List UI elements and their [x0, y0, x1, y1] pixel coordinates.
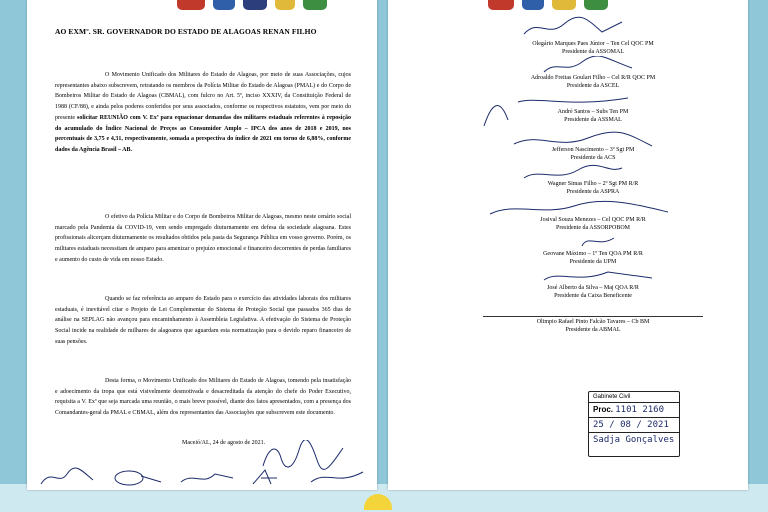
signatory-role: Presidente da ACS — [570, 155, 616, 161]
handwritten-signature-icon — [518, 16, 628, 40]
paragraph-4-text: Desta forma, o Movimento Unificado dos Militares do Estado de Alagoas, tomendo pela insatisfação e adoecimento da tropa que está visivelmente desmotivada e desacreditada da atenção do chefe do Poder Executivo, requisita a V. Exª que seja marcada uma reunião, o mais breve possível, diante dos fatos apresentados, com a presença dos Comandantes-geral da PMAL e CBMAL, além dos representantes das Associações que subscrevem este documento. — [55, 378, 351, 417]
paragraph-1-bold: solicitar REUNIÃO com V. Exª para equacionar demandas dos militares estaduais referentes à reposição do acumulado do Índice Nacional de Preços ao Consumidor Amplo – IPCA dos anos de 2018 e 2019, nos percentuais de 3,75 e 4,31, respectivamente, somada a perspectiva do índice de 2021 em torno de 6,88%, conforme dados da Agência Brasil – AB. — [55, 114, 351, 153]
protocol-stamp — [588, 391, 680, 457]
signatory-block — [478, 108, 708, 124]
handwritten-signature-icon — [177, 468, 237, 488]
signatory-name: Olimpio Rafael Pinto Falcão Tavares – Cb BM — [536, 319, 650, 325]
handwritten-signature-icon — [247, 466, 287, 488]
letterhead-logos — [177, 0, 327, 11]
stamp-proc-row — [589, 402, 679, 417]
signatory-block — [478, 284, 708, 300]
signatory-role: Presidente da ASSMAL — [564, 117, 622, 123]
handwritten-signature-icon — [105, 466, 165, 488]
signatory-name: José Alberto da Silva – Maj QOA R/R — [547, 285, 639, 291]
document-page-1 — [27, 0, 377, 490]
stamp-date: 25 / 08 / 2021 — [593, 420, 669, 430]
signatory-name: Olegário Marques Paes Júnior – Ten Cel QOC PM — [532, 41, 654, 47]
signatory-block — [478, 318, 708, 334]
signatory-role: Presidente da UPM — [569, 259, 617, 265]
signatory-role: Presidente da ASCEL — [566, 83, 620, 89]
signatory-block — [478, 180, 708, 196]
signatory-role: Presidente da ASPRA — [566, 189, 620, 195]
handwritten-signature-icon — [307, 466, 367, 488]
signatory-name: Wagner Simas Filho – 2º Sgt PM R/R — [547, 181, 639, 187]
signatory-block — [478, 74, 708, 90]
association-logo-icon — [177, 0, 205, 10]
paragraph-2-text: O efetivo da Polícia Militar e do Corpo de Bombeiros Militar de Alagoas, mesmo neste cenário social marcado pela Pandemia da COVID-19, vem sendo empregado diuturnamente em defesa da sociedade alagoana. Estes profissionais alicerçam diuturnamente os resultados obtidos pela pasta da Segurança Pública em vosso governo. Porém, os militares estaduais necessitam de amparo para amenizar o prejuízo emocional e financeiro decorrentes de perdas familiares e aumento do custo de vida em nosso Estado. — [55, 214, 351, 263]
stamp-signature-row — [589, 432, 679, 447]
stamp-signature: Sadja Gonçalves — [593, 435, 675, 445]
letter-date: Maceió/AL, 24 de agosto de 2021. — [182, 440, 266, 446]
signatory-role: Presidente da ASSOMAL — [562, 49, 624, 55]
signatory-block — [478, 216, 708, 232]
letter-title: AO EXMº. SR. GOVERNADOR DO ESTADO DE ALAGOAS RENAN FILHO — [55, 27, 317, 36]
stamp-date-row — [589, 417, 679, 432]
signatory-role: Presidente da ASSORPOBOM — [555, 225, 630, 231]
handwritten-signature-icon — [37, 466, 97, 488]
association-logo-icon — [488, 0, 514, 10]
stamp-title: Gabinete Civil — [593, 394, 631, 400]
signature-line — [483, 316, 703, 317]
stamp-proc-label: Proc. — [593, 405, 614, 414]
association-logo-icon — [243, 0, 267, 10]
signatory-name: Josival Souza Menezes – Cel QOC PM R/R — [540, 217, 646, 223]
association-logo-icon — [522, 0, 544, 10]
signatory-name: André Santos – Subs Ten PM — [557, 109, 629, 115]
paragraph-3-text: Quando se faz referência ao amparo do Estado para o exercício das atividades laborais dos militares estaduais, é inevitável citar o Projeto de Lei Complementar do Sistema de Proteção Social que passados 365 dias de análise na SEPLAG não avançou para encaminhamento à Assembleia Legislativa. A efetivação do Sistema de Proteção Social incide na realidade de milhares de alagoanos que aguardam esta normatização para o devido reparo financeiro de suas pensões. — [55, 296, 351, 345]
signatory-role: Presidente da ABMAL — [565, 327, 621, 333]
association-logo-icon — [552, 0, 576, 10]
association-logo-icon — [303, 0, 327, 10]
signatory-block — [478, 40, 708, 56]
signatory-name: Geovane Máximo – 1º Ten QOA PM R/R — [543, 251, 643, 257]
association-logo-icon — [275, 0, 295, 10]
signatory-block — [478, 146, 708, 162]
signatory-name: Jefferson Nascimento – 3º Sgt PM — [551, 147, 635, 153]
document-page-2 — [388, 0, 748, 490]
letterhead-logos — [488, 0, 608, 11]
paragraph-1-text: O Movimento Unificado dos Militares do Estado de Alagoas, por meio de suas Associações, cujos representantes abaixo subscrevem, retratando os membros da Polícia Militar do Estado de Alagoas (PMAL) e do Corpo de Bombeiros Militar do Estado de Alagoas (CBMAL), com fulcro no Art. 5º, inciso XXXIV, da Constituição Federal de 1988 (CF/88), e ainda pelos poderes conferidos por seus associados, conforme os respectivos estatutos, vem por meio do presente — [55, 72, 351, 121]
handwritten-signature-icon — [578, 232, 618, 250]
association-logo-icon — [213, 0, 235, 10]
paragraph-3 — [55, 294, 351, 348]
signatory-block — [478, 250, 708, 266]
signatory-name: Adroaldo Freitas Goulart Filho – Cel R/R QOC PM — [530, 75, 656, 81]
association-logo-icon — [584, 0, 608, 10]
stamp-proc-number: 1101 2160 — [615, 405, 665, 415]
paragraph-4 — [55, 376, 351, 419]
signatory-role: Presidente da Caixa Beneficente — [554, 293, 632, 299]
paragraph-1 — [55, 70, 351, 156]
paragraph-2 — [55, 212, 351, 266]
